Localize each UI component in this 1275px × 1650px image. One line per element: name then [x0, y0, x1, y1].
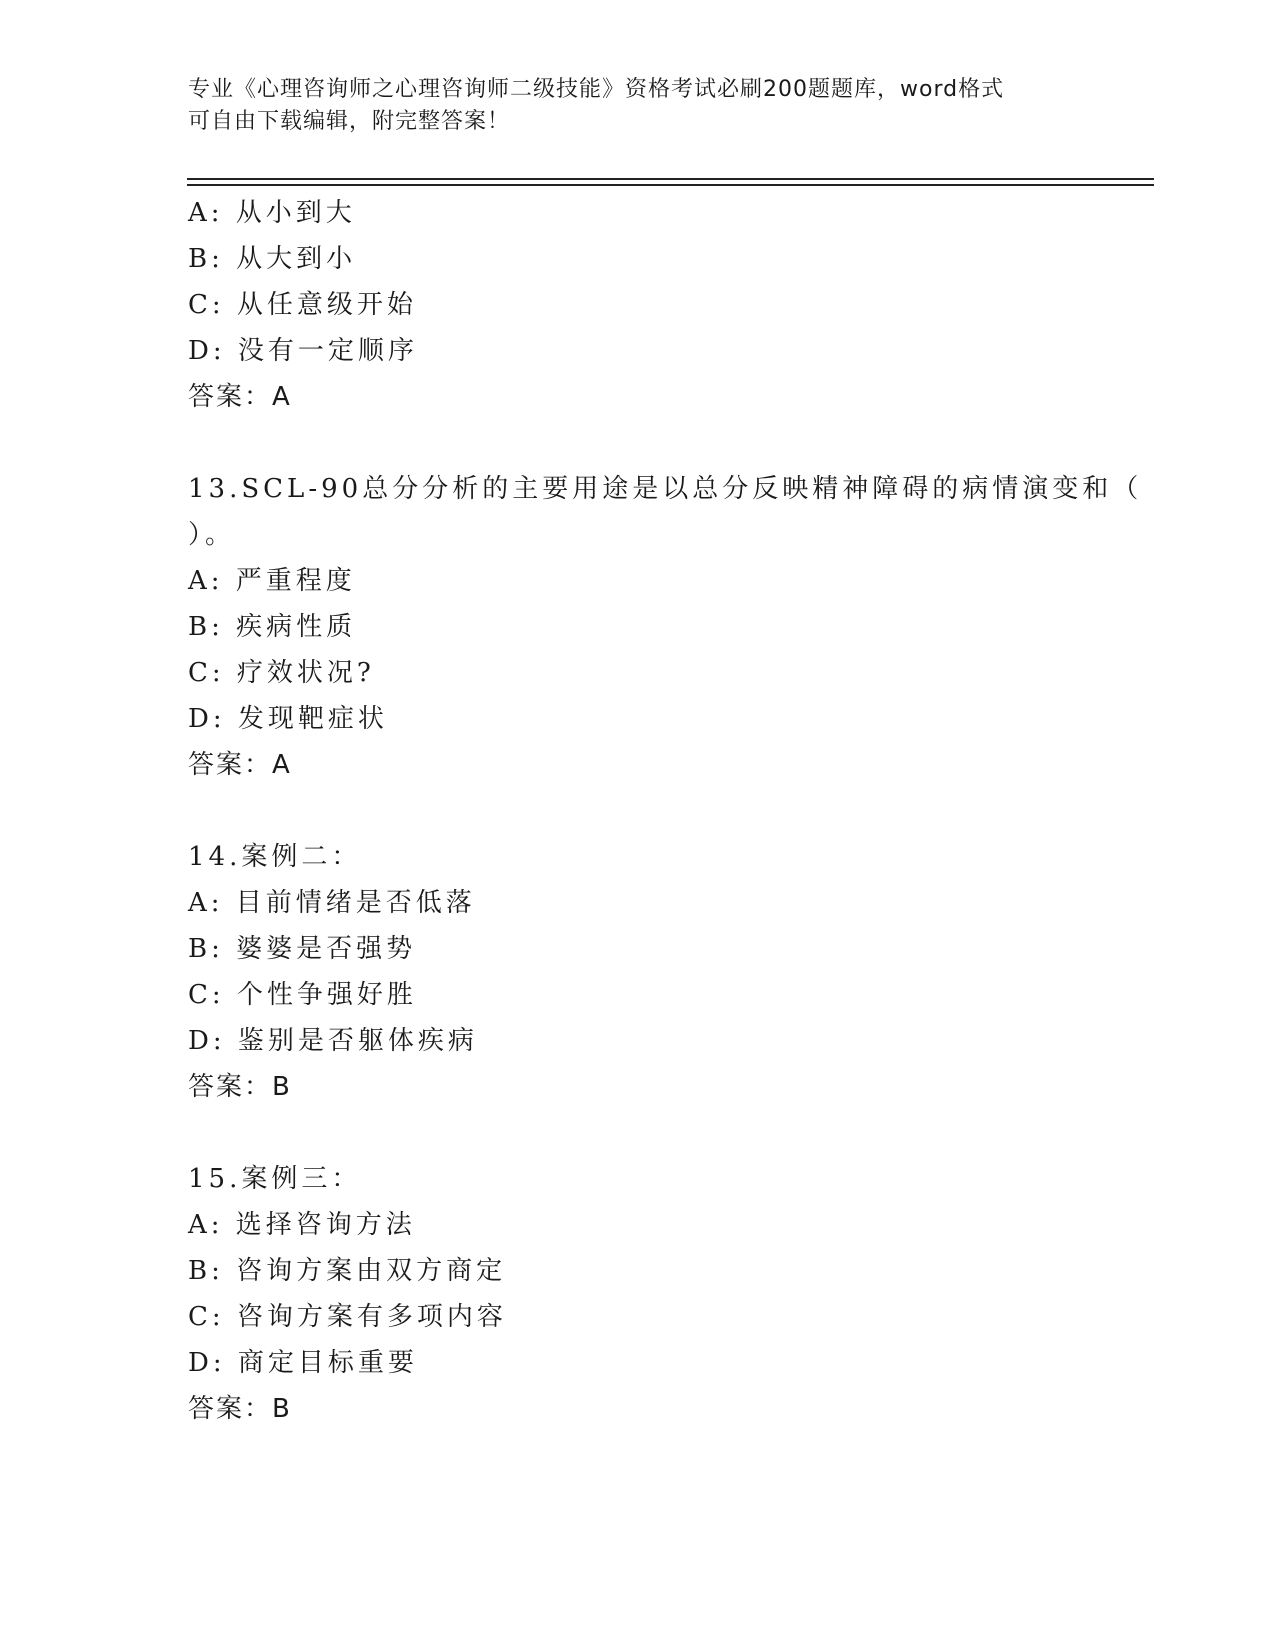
- question-text: 15.案例三：: [188, 1164, 362, 1194]
- option-c: C: 疗效状况?: [188, 658, 375, 688]
- answer-line: 答案：B: [188, 1394, 292, 1424]
- question-list: [188, 190, 1143, 1432]
- option-d: D: 没有一定顺序: [188, 336, 418, 366]
- header-line-1: 专业《心理咨询师之心理咨询师二级技能》资格考试必刷200题题库，word格式: [188, 77, 1005, 102]
- spacer: [188, 420, 1088, 466]
- option-d: D: 鉴别是否躯体疾病: [188, 1026, 478, 1056]
- option-d: D: 商定目标重要: [188, 1348, 418, 1378]
- document-header: [188, 74, 1088, 138]
- option-a: A: 目前情绪是否低落: [188, 888, 476, 918]
- option-a: A: 严重程度: [188, 566, 356, 596]
- option-b: B: 从大到小: [188, 244, 357, 274]
- header-divider-bottom: [187, 184, 1154, 186]
- option-b: B: 咨询方案由双方商定: [188, 1256, 507, 1286]
- option-c: C: 咨询方案有多项内容: [188, 1302, 507, 1332]
- option-c: C: 个性争强好胜: [188, 980, 417, 1010]
- question-block-12: [188, 190, 1088, 420]
- question-text-line-2: ）。: [188, 520, 236, 550]
- option-b: B: 疾病性质: [188, 612, 357, 642]
- question-block-14: [188, 834, 1088, 1110]
- question-text-line-1: 13.SCL-90总分分析的主要用途是以总分反映精神障碍的病情演变和（: [188, 474, 1143, 504]
- question-text: 14.案例二：: [188, 842, 362, 872]
- question-block-13: [188, 466, 1143, 788]
- option-a: A: 从小到大: [188, 198, 356, 228]
- option-b: B: 婆婆是否强势: [188, 934, 417, 964]
- option-d: D: 发现靶症状: [188, 704, 388, 734]
- spacer: [188, 788, 1088, 834]
- option-c: C: 从任意级开始: [188, 290, 417, 320]
- spacer: [188, 1110, 1088, 1156]
- answer-line: 答案：A: [188, 382, 292, 412]
- answer-line: 答案：A: [188, 750, 292, 780]
- question-block-15: [188, 1156, 1088, 1432]
- header-divider-top: [187, 178, 1154, 180]
- option-a: A: 选择咨询方法: [188, 1210, 416, 1240]
- header-line-2: 可自由下载编辑，附完整答案！: [188, 109, 511, 134]
- answer-line: 答案：B: [188, 1072, 292, 1102]
